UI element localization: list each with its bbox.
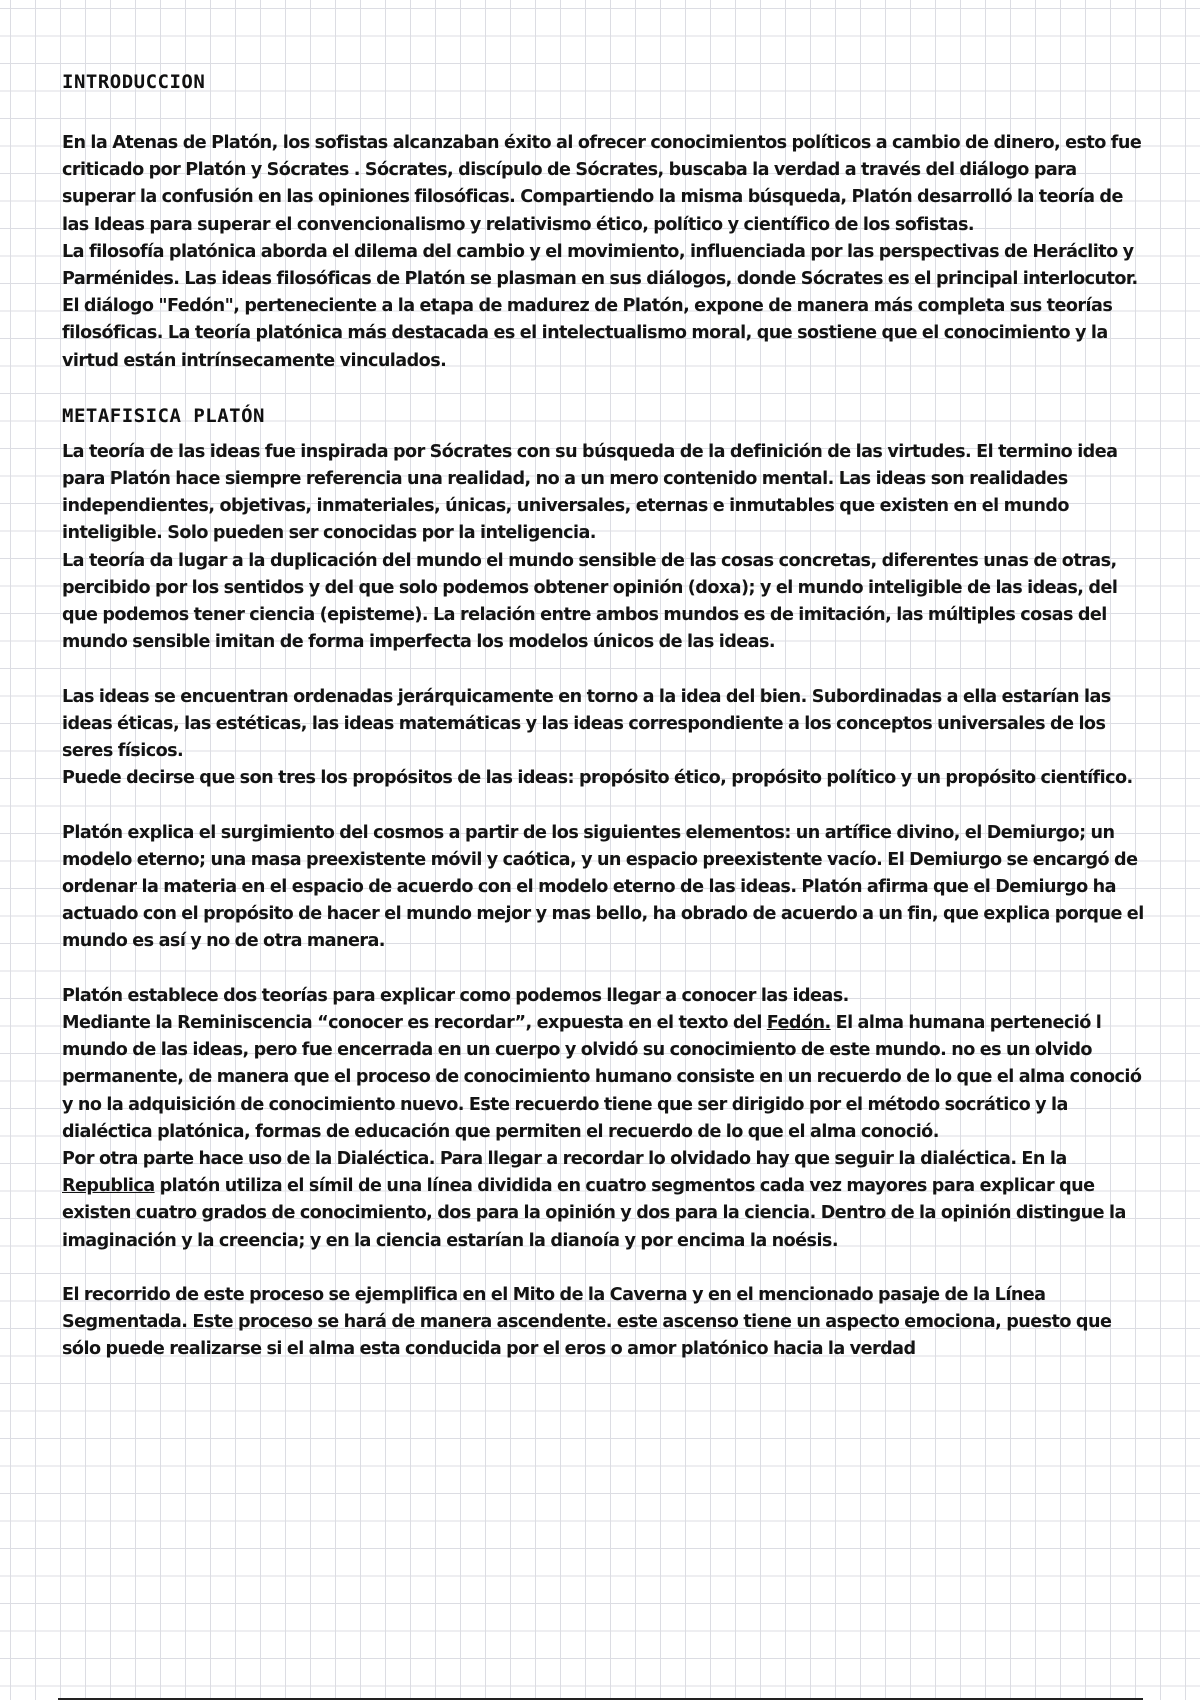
metafisica-paragraph-3: Las ideas se encuentran ordenadas jerárquicamente en torno a la idea del bien. Subordinadas a ella estarían las ideas éticas, las estéticas, las ideas matemáticas y las ideas correspondiente a los conceptos universales de los seres físicos. <box>62 686 1111 762</box>
republica-link[interactable]: Republica <box>62 1176 155 1197</box>
intro-heading: INTRODUCCION <box>62 71 206 93</box>
metafisica-paragraph-8 <box>62 1146 1147 1255</box>
metafisica-paragraph-5: Platón explica el surgimiento del cosmos a partir de los siguientes elementos: un artífice divino, el Demiurgo; un modelo eterno; una masa preexistente móvil y caótica, y un espacio preexistente vacío. El Demiurgo se encargó de ordenar la materia en el espacio de acuerdo con el modelo eterno de las ideas. Platón afirma que el Demiurgo ha actuado con el propósito de hacer el mundo mejor y mas bello, ha obrado de acuerdo a un fin, que explica porque el mundo es así y no de otra manera. <box>62 822 1144 952</box>
metafisica-paragraph-7 <box>62 1010 1147 1146</box>
fedon-link[interactable]: Fedón. <box>766 1013 831 1034</box>
intro-paragraph-1: En la Atenas de Platón, los sofistas alcanzaban éxito al ofrecer conocimientos políticos a cambio de dinero, esto fue criticado por Platón y Sócrates . Sócrates, discípulo de Sócrates, buscaba la verdad a través del diálogo para superar la confusión en las opiniones filosóficas. Compartiendo la misma búsqueda, Platón desarrolló la teoría de las Ideas para superar el convencionalismo y relativismo ético, político y científico de los sofistas. <box>62 133 1142 235</box>
paragraph-spacer <box>62 1255 1147 1282</box>
intro-paragraph-2: La filosofía platónica aborda el dilema del cambio y el movimiento, influenciada por las perspectivas de Heráclito y Parménides. Las ideas filosóficas de Platón se plasman en sus diálogos, donde Sócrates es el principal interlocutor. <box>62 241 1138 290</box>
paragraph-spacer <box>62 656 1147 683</box>
intro-paragraph-3: El diálogo "Fedón", perteneciente a la etapa de madurez de Platón, expone de manera más completa sus teorías filosóficas. La teoría platónica más destacada es el intelectualismo moral, que sostiene que el conocimiento y la virtud están intrínsecamente vinculados. <box>62 296 1113 371</box>
metafisica-paragraph-2: La teoría da lugar a la duplicación del mundo el mundo sensible de las cosas concretas, diferentes unas de otras, percibido por los sentidos y del que solo podemos obtener opinión (doxa); y el mundo inteligible de las ideas, del que podemos tener ciencia (episteme). La relación entre ambos mundos es de imitación, las múltiples cosas del mundo sensible imitan de forma imperfecta los modelos únicos de las ideas. <box>62 550 1118 653</box>
paragraph-7-text-start: Mediante la Reminiscencia “conocer es recordar”, expuesta en el texto del <box>62 1013 767 1034</box>
paragraph-7-text-end: El alma humana perteneció l mundo de las ideas, pero fue encerrada en un cuerpo y olvidó su conocimiento de este mundo. no es un olvido permanente, de manera que el proceso de conocimiento humano consiste en un recuerdo de lo que el alma conoció y no la adquisición de conocimiento nuevo. Este recuerdo tiene que ser dirigido por el método socrático y la dialéctica platónica, formas de educación que permiten el recuerdo de lo que el alma conoció. <box>62 1013 1142 1142</box>
metafisica-paragraph-1: La teoría de las ideas fue inspirada por Sócrates con su búsqueda de la definición de las virtudes. El termino idea para Platón hace siempre referencia una realidad, no a un mero contenido mental. Las ideas son realidades independientes, objetivas, inmateriales, únicas, universales, eternas e inmutables que existen en el mundo inteligible. Solo pueden ser conocidas por la inteligencia. <box>62 441 1118 544</box>
metafisica-paragraph-6: Platón establece dos teorías para explicar como podemos llegar a conocer las ideas. <box>62 985 849 1006</box>
paragraph-spacer <box>62 792 1147 819</box>
metafisica-paragraph-4: Puede decirse que son tres los propósitos de las ideas: propósito ético, propósito político y un propósito científico. <box>62 768 1133 789</box>
metafisica-heading: METAFISICA PLATÓN <box>62 404 265 427</box>
paragraph-spacer <box>62 956 1147 983</box>
paragraph-8-text-start: Por otra parte hace uso de la Dialéctica. Para llegar a recordar lo olvidado hay que seguir la dialéctica. En la <box>62 1149 1067 1170</box>
document-page <box>62 68 1147 1364</box>
metafisica-paragraph-9: El recorrido de este proceso se ejemplifica en el Mito de la Caverna y en el mencionado pasaje de la Línea Segmentada. Este proceso se hará de manera ascendente. este ascenso tiene un aspecto emociona, puesto que sólo puede realizarse si el alma esta conducida por el eros o amor platónico hacia la verdad <box>62 1285 1112 1360</box>
paragraph-8-text-end: platón utiliza el símil de una línea dividida en cuatro segmentos cada vez mayores para explicar que existen cuatro grados de conocimiento, dos para la opinión y dos para la ciencia. Dentro de la opinión distingue la imaginación y la creencia; y en la ciencia estarían la dianoía y por encima la noésis. <box>62 1176 1126 1251</box>
